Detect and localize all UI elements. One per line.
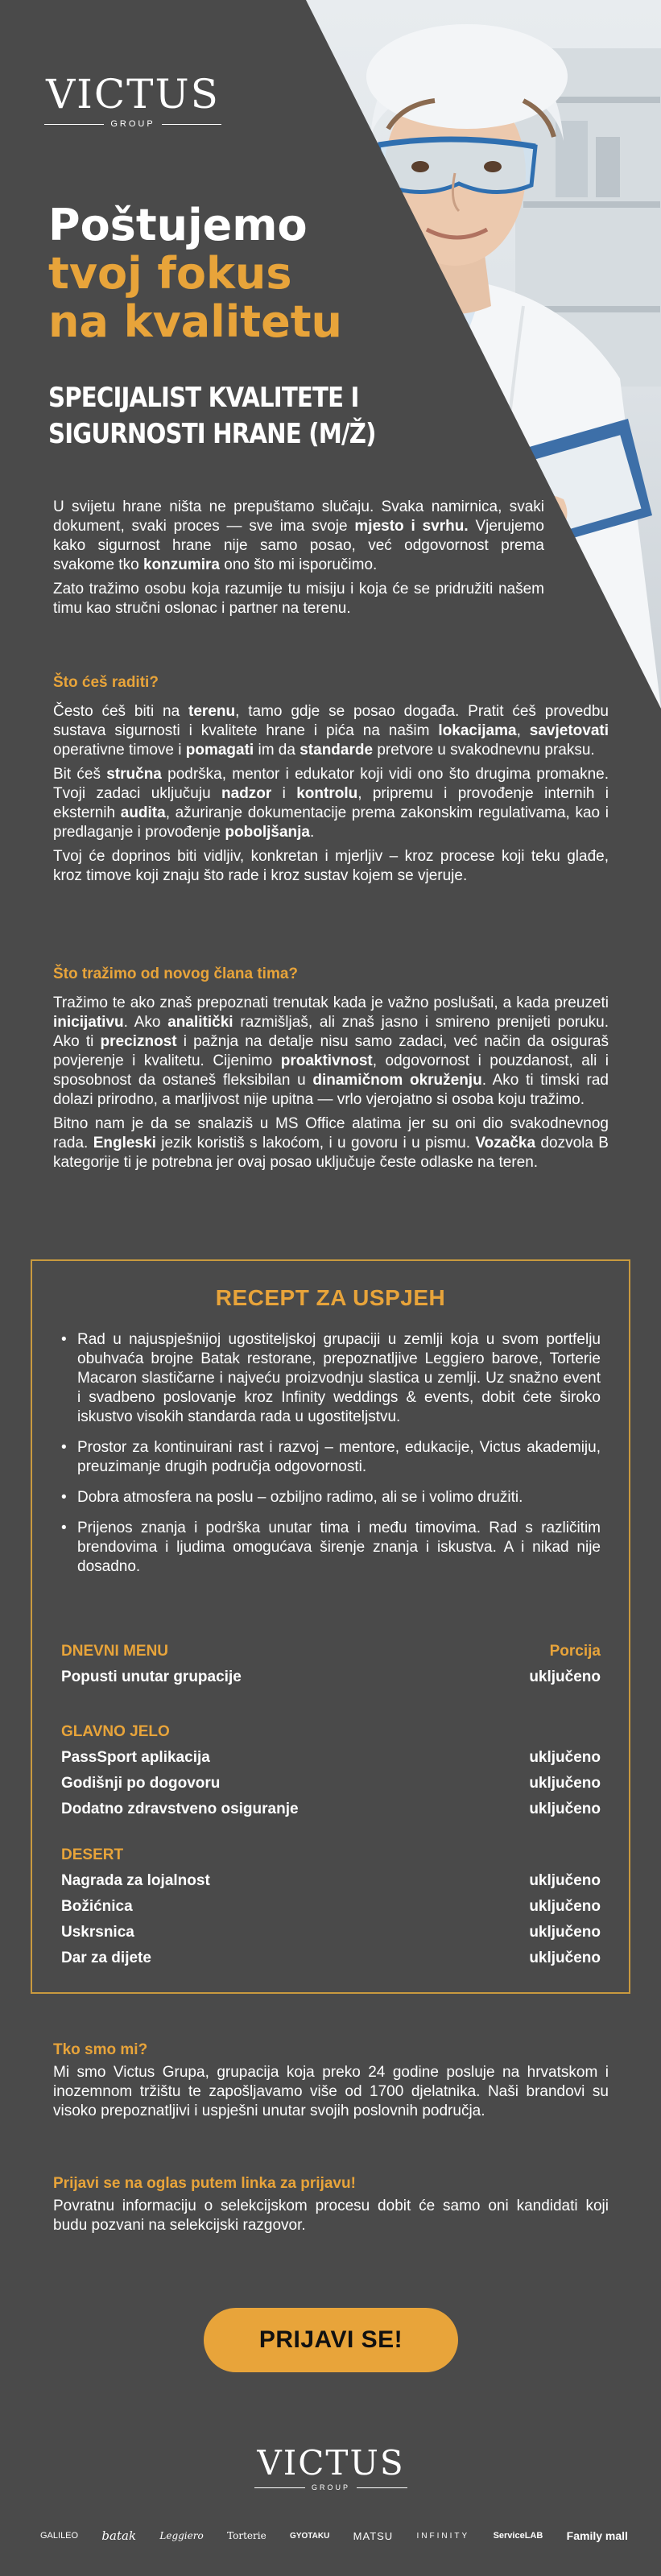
text-run: , pripremu i provođenje internih i eksternih xyxy=(53,785,609,821)
brand-infinity: INFINITY xyxy=(416,2531,470,2541)
apply-info-section xyxy=(53,2174,609,2240)
requirements-heading: Što tražimo od novog člana tima? xyxy=(53,965,299,982)
bold-text: savjetovati xyxy=(529,722,609,739)
text-run: , tamo gdje se posao događa. Pratit ćeš provedbu sustava sigurnosti i kvalitete hrane i pića na našim xyxy=(53,703,609,739)
menu-item: PassSport aplikacija xyxy=(61,1749,210,1766)
text-run: Tvoj će doprinos biti vidljiv, konkretan i mjerljiv – kroz procese koji teku glađe, kroz timove koji znaju što rade i kroz sustav kojem se vjeruje. xyxy=(53,848,609,884)
menu-value: uključeno xyxy=(529,1924,601,1941)
benefits-bullet-1: • Rad u najuspješnijoj ugostiteljskoj grupaciji u zemlji koja u svom portfelju obuhvaća brojne Batak restorane, prepoznatljive Leggiero barove, Torterie Macaron slastičarne i najveću proizvodnju slastica u zemlji. Uz snažno event i svadbeno poslovanje kroz Infinity weddings & events, dobit ćete široko iskustvo visokih standarda rada u ugostiteljstvu. xyxy=(61,1330,601,1427)
text-run: operativne timove i xyxy=(53,742,186,759)
victus-logo xyxy=(44,71,221,129)
bold-text: inicijativu xyxy=(53,1014,124,1031)
about-text: Mi smo Victus Grupa, grupacija koja preko 24 godine posluje na hrvatskom i inozemnom tržištu te zapošljavamo više od 1700 djelatnika. Naši brandovi su visoko prepoznatljivi i uspješni unutar svojih poslovnih područja. xyxy=(53,2064,609,2119)
logo-subline xyxy=(254,2483,407,2491)
benefits-box xyxy=(31,1259,630,1994)
text-run: i xyxy=(271,785,297,802)
logo-line-left xyxy=(44,124,104,125)
bold-text: kontrolu xyxy=(296,785,358,802)
brand-galileo: GALILEO xyxy=(40,2531,79,2541)
text-run: Često ćeš biti na xyxy=(53,703,189,720)
bold-text: nadzor xyxy=(221,785,272,802)
logo-line-right xyxy=(357,2487,407,2488)
menu-value: uključeno xyxy=(529,1898,601,1915)
text-run: , ažuriranje dokumentacije prema zakonskim regulativama, kao i predlaganje i provođenje xyxy=(53,804,609,841)
logo-wordmark: VICTUS xyxy=(46,71,220,118)
intro-paragraph-1 xyxy=(53,498,544,575)
menu-daily-header xyxy=(61,1643,601,1668)
bold-text: analitički xyxy=(167,1014,233,1031)
logo-line-right xyxy=(162,124,221,125)
text-run: Bit ćeš xyxy=(53,766,107,783)
job-title xyxy=(48,380,376,453)
responsibilities-paragraph-3 xyxy=(53,847,609,886)
bold-text: pomagati xyxy=(185,742,254,759)
menu-item: Nagrada za lojalnost xyxy=(61,1872,210,1889)
brand-leggiero: Leggiero xyxy=(159,2530,204,2541)
menu-main-header xyxy=(61,1723,601,1749)
responsibilities-paragraph-2 xyxy=(53,765,609,842)
text-run: , xyxy=(516,722,530,739)
text-run: i pažnja na detalje nisu samo zadaci, već način da osiguraš povjerenje i kvalitetu. Cijenimo xyxy=(53,1033,609,1069)
text-run: Vjerujemo kako sigurnost hrane nije samo posao, već odgovornost prema svakome tko xyxy=(53,518,544,573)
bold-text: stručna xyxy=(106,766,162,783)
menu-value: uključeno xyxy=(529,1749,601,1766)
brand-batak: batak xyxy=(101,2528,137,2543)
menu-item: Popusti unutar grupacije xyxy=(61,1668,242,1685)
menu-value: uključeno xyxy=(529,1950,601,1966)
bold-text: Vozačka xyxy=(475,1135,536,1152)
benefits-bullet-2: • Prostor za kontinuirani rast i razvoj – mentore, edukacije, Victus akademiju, preuzimanje drugih područja odgovornosti. xyxy=(61,1438,601,1477)
logo-wordmark: VICTUS xyxy=(257,2443,405,2483)
menu-value: uključeno xyxy=(529,1872,601,1889)
menu-value: uključeno xyxy=(529,1668,601,1685)
menu-item: Dar za dijete xyxy=(61,1950,151,1966)
benefits-list xyxy=(61,1330,601,1588)
logo-subline xyxy=(44,119,221,129)
apply-button[interactable]: PRIJAVI SE! xyxy=(204,2308,458,2372)
brand-matsu: MATSU xyxy=(353,2529,394,2542)
logo-line-left xyxy=(254,2487,305,2488)
text-run: dozvola B kategorije ti je potrebna jer ovaj posao uključuje česte odlaske na teren. xyxy=(53,1135,609,1171)
benefits-bullet-4: • Prijenos znanja i podrška unutar tima i među timovima. Rad s različitim brendovima i ljudima omogućava širenje znanja i iskustva. A i nikad nije dosadno. xyxy=(61,1519,601,1577)
menu-dessert xyxy=(61,1846,601,1975)
bold-text: terenu xyxy=(188,703,236,720)
headline-line-3: na kvalitetu xyxy=(48,296,342,347)
menu-row xyxy=(61,1749,601,1775)
bold-text: dinamičnom okruženju xyxy=(312,1072,482,1089)
menu-item: Dodatno zdravstveno osiguranje xyxy=(61,1801,299,1817)
menu-item: Godišnji po dogovoru xyxy=(61,1775,221,1792)
responsibilities-heading: Što ćeš raditi? xyxy=(53,674,159,691)
text-run: . Ako xyxy=(123,1014,168,1031)
brand-family-mall: Family mall xyxy=(566,2529,628,2542)
menu-row xyxy=(61,1775,601,1801)
about-section xyxy=(53,2041,609,2126)
menu-row xyxy=(61,1950,601,1975)
menu-main xyxy=(61,1723,601,1826)
requirements-paragraph-2 xyxy=(53,1114,609,1172)
text-run: pretvore u svakodnevnu praksu. xyxy=(373,742,595,759)
bold-text: konzumira xyxy=(143,556,220,573)
menu-item: Uskrsnica xyxy=(61,1924,134,1941)
menu-daily-portion-label: Porcija xyxy=(549,1643,601,1660)
bold-text: standarde xyxy=(300,742,374,759)
job-title-line-2: SIGURNOSTI HRANE (M/Ž) xyxy=(48,418,376,450)
menu-row xyxy=(61,1801,601,1826)
text-run: . xyxy=(309,824,315,841)
bold-text: preciznost xyxy=(100,1033,177,1050)
menu-row xyxy=(61,1872,601,1898)
logo-group-text: GROUP xyxy=(110,119,155,129)
apply-info-heading: Prijavi se na oglas putem linka za prijavu! xyxy=(53,2175,356,2192)
text-run: Bitno nam je da se snalaziš u MS Office alatima jer su oni dio svakodnevnog rada. xyxy=(53,1115,609,1152)
text-run: Zato tražimo osobu koja razumije tu misiju i koja će se pridružiti našem timu kao stručni oslonac i partner na terenu. xyxy=(53,581,544,617)
hero-headline xyxy=(48,201,342,346)
responsibilities-section xyxy=(53,673,609,891)
text-run: jezik koristiš s lakoćom, i u govoru i u pismu. xyxy=(155,1135,476,1152)
text-run: Tražimo te ako znaš prepoznati trenutak kada je važno poslušati, a kada preuzeti xyxy=(53,994,609,1011)
menu-value: uključeno xyxy=(529,1775,601,1792)
menu-value: uključeno xyxy=(529,1801,601,1817)
apply-info-text: Povratnu informaciju o selekcijskom procesu dobit će samo oni kandidati koji budu pozvani na selekcijski razgovor. xyxy=(53,2198,609,2234)
logo-group-text: GROUP xyxy=(312,2483,351,2491)
benefits-title: RECEPT ZA USPJEH xyxy=(215,1285,446,1310)
bold-text: audita xyxy=(120,804,166,821)
text-run: , odgovornost i pouzdanost, ali i sposobnost da ostaneš fleksibilan u xyxy=(53,1052,609,1089)
text-run: razmišljaš, ali znaš jasno i smireno prenijeti poruku. Ako ti xyxy=(53,1014,609,1050)
text-run: ono što mi isporučimo. xyxy=(219,556,378,573)
bold-text: lokacijama xyxy=(438,722,517,739)
benefits-bullet-3: • Dobra atmosfera na poslu – ozbiljno radimo, ali se i volimo družiti. xyxy=(61,1488,601,1507)
requirements-section xyxy=(53,965,609,1177)
bold-text: Engleski xyxy=(93,1135,156,1152)
menu-row xyxy=(61,1924,601,1950)
intro-section xyxy=(53,498,544,623)
text-run: U svijetu hrane ništa ne prepuštamo slučaju. Svaka namirnica, svaki dokument, svaki proces — sve ima svoje xyxy=(53,498,544,535)
bold-text: mjesto i svrhu. xyxy=(354,518,469,535)
brand-torterie: Torterie xyxy=(227,2530,266,2541)
victus-logo-footer xyxy=(254,2443,407,2491)
about-heading: Tko smo mi? xyxy=(53,2041,148,2058)
brand-gyotaku: GYOTAKU xyxy=(290,2531,330,2541)
menu-item: Božićnica xyxy=(61,1898,133,1915)
menu-main-heading: GLAVNO JELO xyxy=(61,1723,170,1740)
menu-daily xyxy=(61,1643,601,1694)
intro-paragraph-2 xyxy=(53,580,544,618)
menu-dessert-heading: DESERT xyxy=(61,1846,124,1863)
menu-row xyxy=(61,1898,601,1924)
bold-text: poboljšanja xyxy=(225,824,310,841)
requirements-paragraph-1 xyxy=(53,994,609,1110)
menu-row xyxy=(61,1668,601,1694)
job-title-line-1: SPECIJALIST KVALITETE I xyxy=(48,382,359,414)
responsibilities-paragraph-1 xyxy=(53,702,609,760)
text-run: im da xyxy=(254,742,300,759)
headline-line-1: Poštujemo xyxy=(48,200,308,250)
bold-text: proaktivnost xyxy=(280,1052,373,1069)
brand-servicelab: ServiceLAB xyxy=(493,2531,543,2541)
text-run: podrška, mentor i edukator koji vidi ono što drugima promakne. Tvoji zadaci uključuju xyxy=(53,766,609,802)
brand-logos-row xyxy=(40,2528,628,2543)
menu-dessert-header xyxy=(61,1846,601,1872)
menu-daily-heading: DNEVNI MENU xyxy=(61,1643,169,1660)
text-run: . Ako ti timski rad dolazi prirodno, a marljivost nije upitna — vrlo vjerojatno si osoba koju tražimo. xyxy=(53,1072,609,1108)
headline-line-2: tvoj fokus xyxy=(48,248,292,299)
